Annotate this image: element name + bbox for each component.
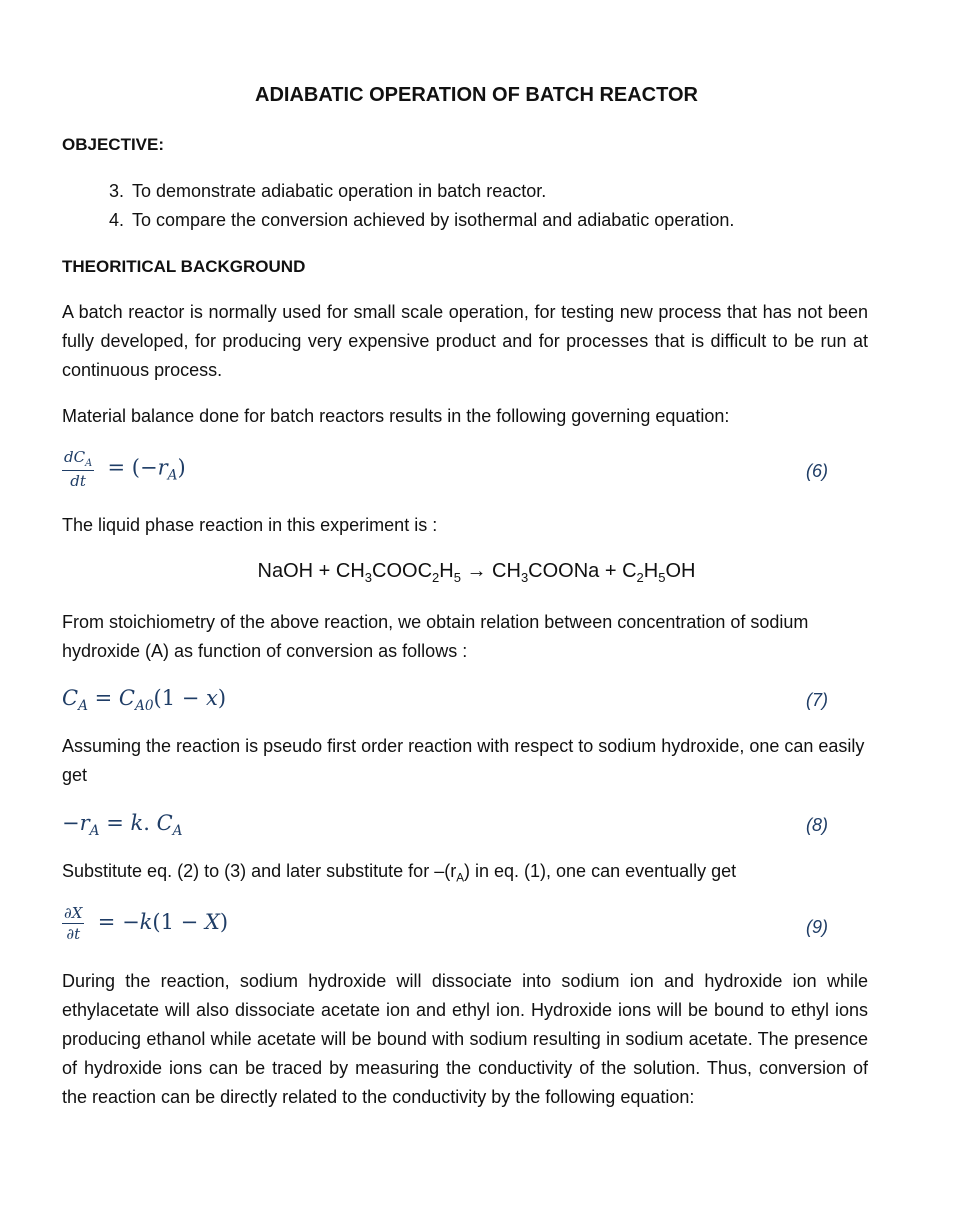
objective-item bbox=[62, 181, 546, 202]
background-heading: THEORITICAL BACKGROUND bbox=[62, 257, 306, 276]
equation-number: (9) bbox=[806, 917, 828, 937]
equation-number: (6) bbox=[806, 461, 828, 481]
fraction: $\frac{dC_A}{dt}$ bbox=[64, 448, 93, 490]
chemical-reaction: NaOH + $CH_3COOC_2H_5$ → $CH_3COONa + C_2H_5OH$ bbox=[257, 560, 696, 585]
equation-6: $\frac{dC_A}{dt}$ = $(-r_A)$ bbox=[64, 448, 186, 490]
objective-item bbox=[62, 210, 734, 231]
equation-9: $\frac{\partial X}{\partial t}$ = −k(1 − X) bbox=[64, 904, 229, 943]
equation-number: (8) bbox=[806, 815, 828, 835]
paragraph-substitute bbox=[62, 857, 868, 893]
paragraph-dissociation: During the reaction, sodium hydroxide will dissociate into sodium ion and hydroxide ion while ethylacetate will also dissociate acetate ion and ethyl ion. Hydroxide ions will be bound to ethyl ions producing ethanol while acetate will be bound with sodium resulting in sodium acetate. The presence of hydroxide ions can be traced by measuring the conductivity of the solution. Thus, conversion of the reaction can be directly related to the conductivity by the following equation: bbox=[62, 971, 868, 1107]
paragraph-stoichiometry: From stoichiometry of the above reaction, we obtain relation between concentration of sodium hydroxide (A) as function of conversion as follows : bbox=[62, 612, 809, 661]
equation-8: $-r_A = k$. $C_A$ bbox=[62, 811, 183, 840]
paragraph-pseudo-first-order: Assuming the reaction is pseudo first order reaction with respect to sodium hydroxide, one can easily get bbox=[62, 736, 865, 785]
equation-7: $C_A = C_{A0}(1 - x)$ bbox=[62, 686, 227, 715]
fraction: $\frac{\partial X}{\partial t}$ bbox=[64, 904, 83, 943]
objective-item-number: 3. bbox=[108, 181, 124, 201]
paragraph-batch-reactor: A batch reactor is normally used for small scale operation, for testing new process that has not been fully developed, for producing very expensive product and for processes that is difficult to be run at continuous process. bbox=[62, 302, 868, 380]
objective-item-text: To compare the conversion achieved by isothermal and adiabatic operation. bbox=[132, 210, 735, 230]
equation-number: (7) bbox=[806, 690, 828, 710]
substitute-subscript: A bbox=[456, 871, 464, 885]
substitute-text-after: ) in eq. (1), one can eventually get bbox=[464, 861, 737, 881]
paragraph-material-balance: Material balance done for batch reactors results in the following governing equation: bbox=[62, 406, 730, 426]
paragraph-liquid-phase: The liquid phase reaction in this experiment is : bbox=[62, 515, 438, 535]
substitute-text-before: Substitute eq. (2) to (3) and later substitute for –(r bbox=[62, 861, 457, 881]
page-title: ADIABATIC OPERATION OF BATCH REACTOR bbox=[255, 84, 698, 106]
objective-item-text: To demonstrate adiabatic operation in batch reactor. bbox=[132, 181, 547, 201]
objective-heading: OBJECTIVE: bbox=[62, 135, 165, 154]
objective-item-number: 4. bbox=[108, 210, 124, 230]
